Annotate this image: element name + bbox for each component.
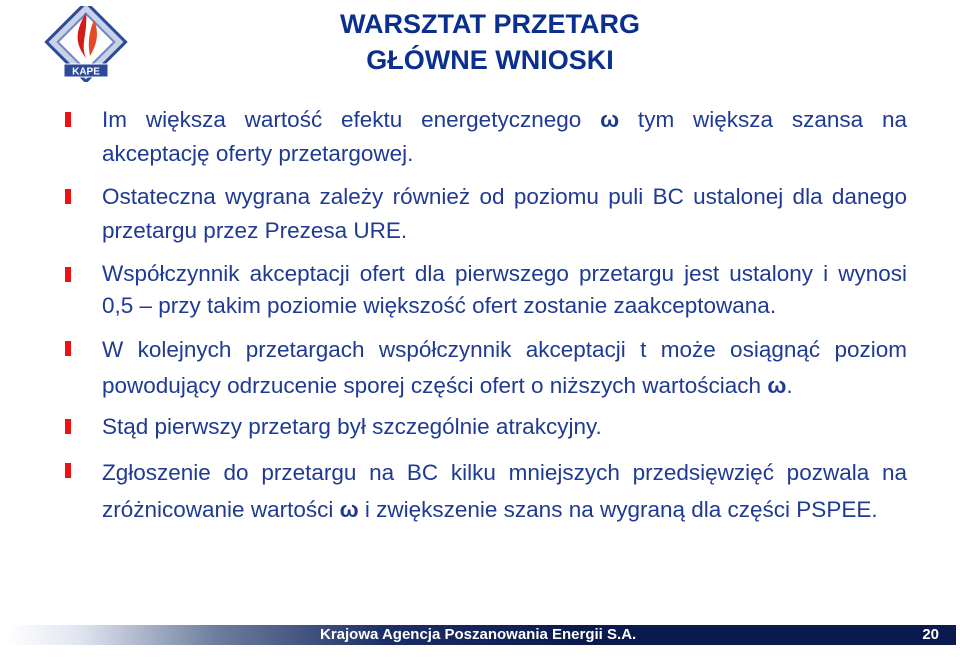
bullet-marker-icon: [65, 189, 71, 204]
bullet-text: Współczynnik akceptacji ofert dla pierwszego przetargu jest ustalony i wynosi 0,5 – przy takim poziomie większość ofert zostanie zaakceptowana.: [102, 261, 907, 318]
bullet-marker-icon: [65, 419, 71, 434]
bullet-text-part: tym większa szansa na akceptację oferty przetargowej.: [102, 107, 908, 166]
omega-symbol: ω: [600, 107, 620, 132]
title-line-2: GŁÓWNE WNIOSKI: [366, 45, 614, 75]
kape-logo: [28, 6, 140, 82]
bullet-marker-icon: [65, 463, 71, 478]
bullet-marker-icon: [65, 267, 71, 282]
title-line-1: WARSZTAT PRZETARG: [340, 9, 640, 39]
slide-title: [255, 6, 725, 78]
bullet-item: [62, 258, 907, 322]
bullet-marker-icon: [65, 341, 71, 356]
bullet-marker-icon: [65, 112, 71, 127]
bullet-list: [62, 103, 907, 528]
bullet-text: Ostateczna wygrana zależy również od poziomu puli BC ustalonej dla danego przetargu przez Prezesa URE.: [102, 184, 907, 243]
bullet-text: [102, 332, 907, 404]
omega-symbol: ω: [339, 497, 359, 522]
bullet-text-part: .: [786, 373, 793, 398]
footer-bar: [6, 625, 956, 645]
bullet-text-part: W kolejnych przetargach współczynnik akceptacji t może osiągnąć poziom powodujący odrzucenie sporej części ofert o niższych wartościach: [102, 337, 907, 398]
bullet-text-part: i zwiększenie szans na wygraną dla części PSPEE.: [358, 497, 878, 522]
bullet-text: [102, 454, 907, 528]
bullet-item: [62, 454, 907, 528]
logo-text: KAPE: [72, 66, 100, 78]
footer-organization: Krajowa Agencja Poszanowania Energii S.A.: [320, 626, 637, 643]
omega-symbol: ω: [767, 373, 787, 398]
bullet-text: Stąd pierwszy przetarg był szczególnie atrakcyjny.: [102, 414, 602, 439]
bullet-item: [62, 332, 907, 404]
bullet-text-part: Im większa wartość efektu energetycznego: [102, 107, 601, 132]
page-number: 20: [922, 626, 939, 643]
bullet-text-part: Zgłoszenie do przetargu na BC kilku mniejszych przedsięwzięć pozwala na zróżnicowanie wartości: [102, 460, 907, 522]
bullet-item: [62, 180, 907, 248]
bullet-item: [62, 103, 907, 171]
bullet-text: [102, 103, 907, 171]
bullet-item: [62, 410, 907, 444]
